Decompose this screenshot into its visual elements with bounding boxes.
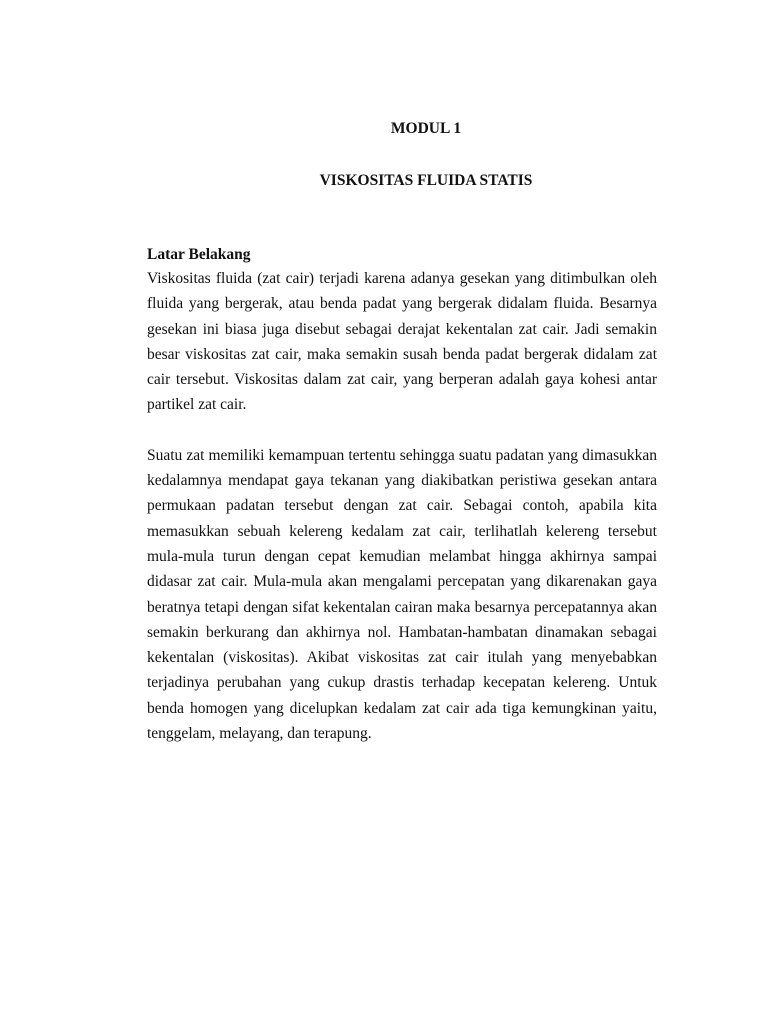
- document-body: [147, 244, 657, 746]
- module-label: MODUL 1: [390, 120, 462, 137]
- paragraph: Suatu zat memiliki kemampuan tertentu sehingga suatu padatan yang dimasukkan kedalamnya mendapat gaya tekanan yang diakibatkan peristiwa gesekan antara permukaan padatan tersebut dengan zat cair. Sebagai contoh, apabila kita memasukkan sebuah kelereng kedalam zat cair, terlihatlah kelereng tersebut mula-mula turun dengan cepat kemudian melambat hingga akhirnya sampai didasar zat cair. Mula-mula akan mengalami percepatan yang dikarenakan gaya beratnya tetapi dengan sifat kekentalan cairan maka besarnya percepatannya akan semakin berkurang dan akhirnya nol. Hambatan-hambatan dinamakan sebagai kekentalan (viskositas). Akibat viskositas zat cair itulah yang menyebabkan terjadinya perubahan yang cukup drastis terhadap kecepatan kelereng. Untuk benda homogen yang dicelupkan kedalam zat cair ada tiga kemungkinan yaitu, tenggelam, melayang, dan terapung.: [147, 446, 657, 743]
- page-title: VISKOSITAS FLUIDA STATIS: [319, 172, 533, 189]
- section-heading: Latar Belakang: [147, 246, 251, 263]
- paragraph: Viskositas fluida (zat cair) terjadi karena adanya gesekan yang ditimbulkan oleh fluida yang bergerak, atau benda padat yang bergerak didalam fluida. Besarnya gesekan ini biasa juga disebut sebagai derajat kekentalan zat cair. Jadi semakin besar viskositas zat cair, maka semakin susah benda padat bergerak didalam zat cair tersebut. Viskositas dalam zat cair, yang berperan adalah gaya kohesi antar partikel zat cair.: [147, 270, 657, 414]
